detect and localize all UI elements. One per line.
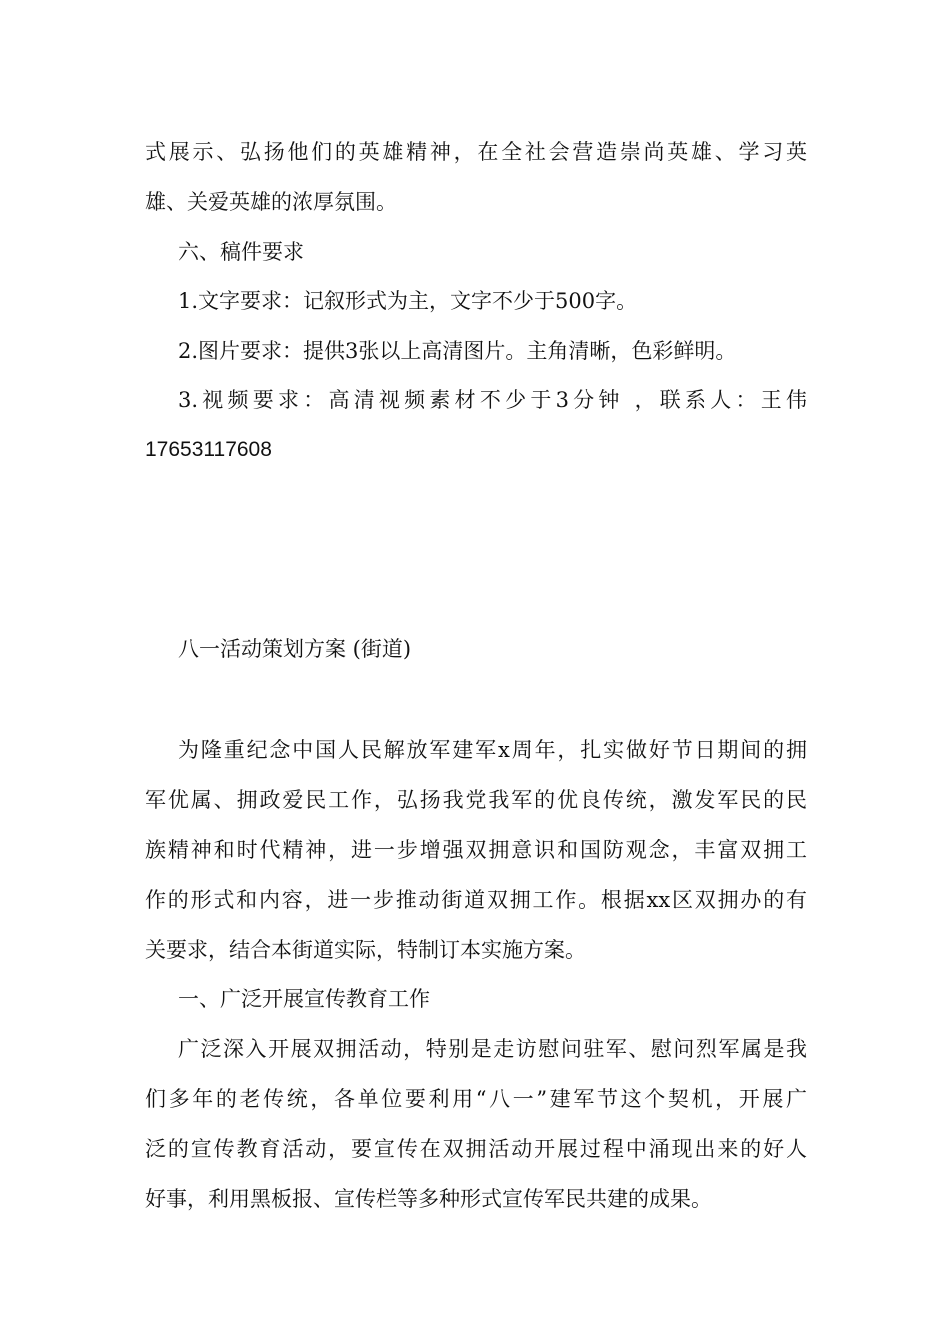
list-item: 2.图片要求：提供3张以上高清图片。主角清晰，色彩鲜明。 xyxy=(178,339,737,363)
list-item: 3.视频要求：高清视频素材不少于3分钟 ，联系人：王伟 xyxy=(178,388,807,412)
paragraph-line: 族精神和时代精神，进一步增强双拥意识和国防观念，丰富双拥工 xyxy=(145,838,807,862)
paragraph-line: 好事，利用黑板报、宣传栏等多种形式宣传军民共建的成果。 xyxy=(145,1187,712,1211)
paragraph-line: 们多年的老传统，各单位要利用“八一”建军节这个契机，开展广 xyxy=(145,1087,807,1111)
paragraph-line: 式展示、弘扬他们的英雄精神，在全社会营造崇尚英雄、学习英 xyxy=(145,140,807,164)
list-item: 1.文字要求：记叙形式为主，文字不少于500字。 xyxy=(178,289,638,313)
section-heading: 六、稿件要求 xyxy=(178,240,304,264)
paragraph-line: 关要求，结合本街道实际，特制订本实施方案。 xyxy=(145,938,586,962)
paragraph-line: 作的形式和内容，进一步推动街道双拥工作。根据xx区双拥办的有 xyxy=(145,888,807,912)
paragraph-line: 为隆重纪念中国人民解放军建军x周年，扎实做好节日期间的拥 xyxy=(178,738,807,762)
paragraph-line: 雄、关爱英雄的浓厚氛围。 xyxy=(145,190,397,214)
section-heading: 一、广泛开展宣传教育工作 xyxy=(178,987,430,1011)
paragraph-line: 广泛深入开展双拥活动，特别是走访慰问驻军、慰问烈军属是我 xyxy=(178,1037,807,1061)
document-title: 八一活动策划方案 (街道) xyxy=(178,637,412,661)
paragraph-line: 军优属、拥政爱民工作，弘扬我党我军的优良传统，激发军民的民 xyxy=(145,788,807,812)
contact-phone: 17653117608 xyxy=(145,438,272,461)
paragraph-line: 泛的宣传教育活动，要宣传在双拥活动开展过程中涌现出来的好人 xyxy=(145,1137,807,1161)
